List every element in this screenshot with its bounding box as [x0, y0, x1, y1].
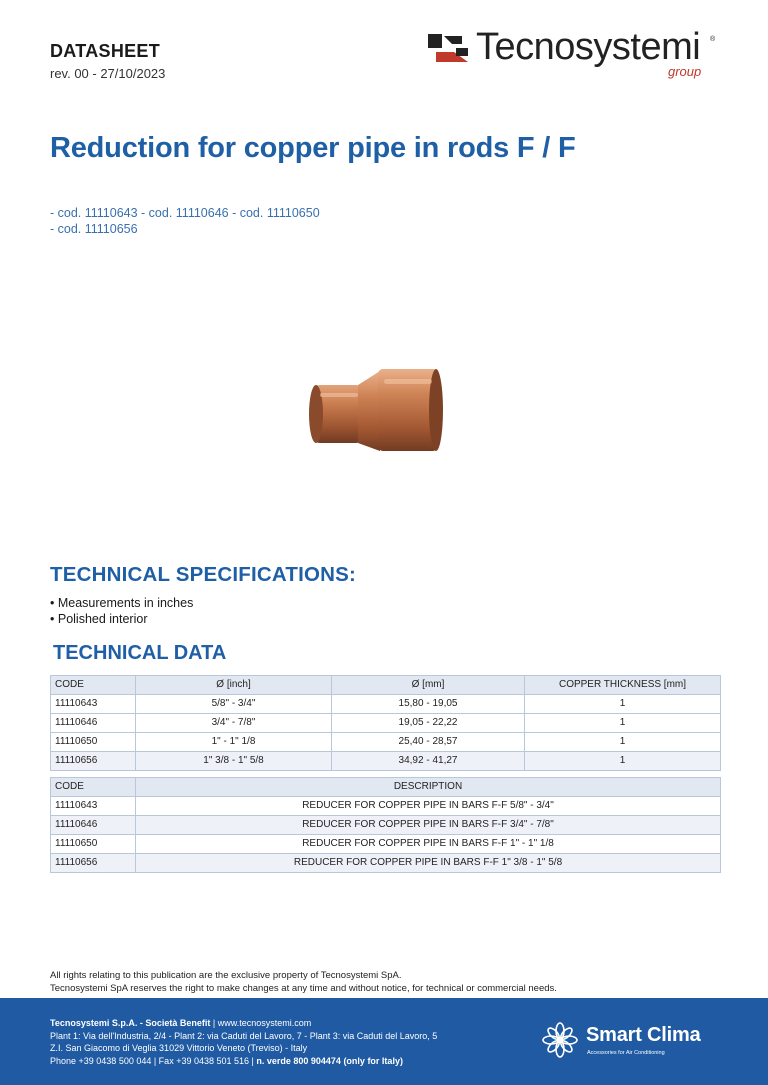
brand-name: Tecnosystemi [476, 26, 701, 68]
cell-copper-thickness: 1 [525, 714, 721, 733]
column-header-copper-thickness: COPPER THICKNESS [mm] [525, 676, 721, 695]
table-row [51, 816, 721, 835]
legal-notice-line-1: All rights relating to this publication are the exclusive property of Tecnosystemi SpA. [50, 970, 402, 981]
table-row [51, 733, 721, 752]
cell-copper-thickness: 1 [525, 695, 721, 714]
product-codes-line-2: - cod. 11110656 [50, 222, 138, 236]
smart-clima-flower-icon [540, 1020, 580, 1060]
cell-code: 11110656 [51, 752, 136, 771]
table-row [51, 854, 721, 873]
cell-copper-thickness: 1 [525, 752, 721, 771]
cell-code: 11110643 [51, 695, 136, 714]
legal-notice-line-2: Tecnosystemi SpA reserves the right to make changes at any time and without notice, for technical or commercial needs. [50, 982, 557, 994]
cell-code: 11110656 [51, 854, 136, 873]
table-row [51, 797, 721, 816]
table-row [51, 752, 721, 771]
spec-item: • Measurements in inches [50, 596, 193, 612]
tecnosystemi-mark-icon [428, 30, 470, 66]
column-header-code: CODE [51, 778, 136, 797]
document-type-label: DATASHEET [50, 41, 161, 61]
column-header-code: CODE [51, 676, 136, 695]
cell-diameter-inch: 1" 3/8 - 1" 5/8 [136, 752, 332, 771]
table-row [51, 714, 721, 733]
smart-clima-logo [540, 1020, 730, 1060]
table-row [51, 835, 721, 854]
cell-code: 11110650 [51, 835, 136, 854]
cell-diameter-inch: 5/8" - 3/4" [136, 695, 332, 714]
brand-subtitle: group [668, 64, 702, 79]
cell-code: 11110650 [51, 733, 136, 752]
specifications-list [50, 596, 193, 627]
cell-description: REDUCER FOR COPPER PIPE IN BARS F-F 5/8" - 3/4" [136, 797, 721, 816]
cell-diameter-mm: 25,40 - 28,57 [332, 733, 525, 752]
smart-clima-name: Smart Clima [586, 1024, 701, 1046]
cell-description: REDUCER FOR COPPER PIPE IN BARS F-F 1" 3/8 - 1" 5/8 [136, 854, 721, 873]
column-header-description: DESCRIPTION [136, 778, 721, 797]
dimensions-table [50, 675, 721, 771]
copper-reducer-photo [300, 355, 450, 465]
cell-diameter-mm: 34,92 - 41,27 [332, 752, 525, 771]
cell-description: REDUCER FOR COPPER PIPE IN BARS F-F 3/4" - 7/8" [136, 816, 721, 835]
legal-notice [50, 970, 557, 995]
footer-toll-free: n. verde 800 904474 (only for Italy) [256, 1055, 403, 1066]
product-codes [50, 205, 320, 237]
cell-code: 11110646 [51, 714, 136, 733]
footer-company-line [50, 1017, 437, 1030]
cell-code: 11110643 [51, 797, 136, 816]
footer-address: Z.I. San Giacomo di Veglia 31029 Vittorio Veneto (Treviso) - Italy [50, 1043, 308, 1053]
footer [0, 998, 768, 1085]
column-header-diameter-mm: Ø [mm] [332, 676, 525, 695]
technical-data-heading: TECHNICAL DATA [53, 642, 227, 664]
footer-contact-info [50, 1017, 437, 1067]
page-title: Reduction for copper pipe in rods F / F [50, 132, 576, 164]
tecnosystemi-logo [428, 28, 728, 84]
revision-date: rev. 00 - 27/10/2023 [50, 66, 166, 81]
footer-phone-fax: Phone +39 0438 500 044 | Fax +39 0438 501 516 | [50, 1055, 254, 1066]
table-header-row [51, 778, 721, 797]
technical-specifications-heading: TECHNICAL SPECIFICATIONS: [50, 563, 357, 586]
smart-clima-tagline: Accessories for Air Conditioning [587, 1050, 665, 1056]
table-header-row [51, 676, 721, 695]
table-row [51, 695, 721, 714]
cell-diameter-inch: 1" - 1" 1/8 [136, 733, 332, 752]
registered-mark: ® [710, 36, 716, 43]
cell-copper-thickness: 1 [525, 733, 721, 752]
footer-phone-line [50, 1055, 437, 1068]
cell-code: 11110646 [51, 816, 136, 835]
company-website[interactable]: | www.tecnosystemi.com [212, 1018, 312, 1028]
spec-item: • Polished interior [50, 612, 193, 628]
company-name: Tecnosystemi S.p.A. - Società Benefit [50, 1018, 211, 1028]
cell-diameter-mm: 19,05 - 22,22 [332, 714, 525, 733]
footer-plants: Plant 1: Via dell'Industria, 2/4 - Plant 2: via Caduti del Lavoro, 7 - Plant 3: via Caduti del Lavoro, 5 [50, 1030, 438, 1041]
product-codes-line-1: - cod. 11110643 - cod. 11110646 - cod. 11110650 [50, 206, 320, 220]
description-table [50, 777, 721, 873]
cell-diameter-mm: 15,80 - 19,05 [332, 695, 525, 714]
cell-diameter-inch: 3/4" - 7/8" [136, 714, 332, 733]
cell-description: REDUCER FOR COPPER PIPE IN BARS F-F 1" - 1" 1/8 [136, 835, 721, 854]
column-header-diameter-inch: Ø [inch] [136, 676, 332, 695]
